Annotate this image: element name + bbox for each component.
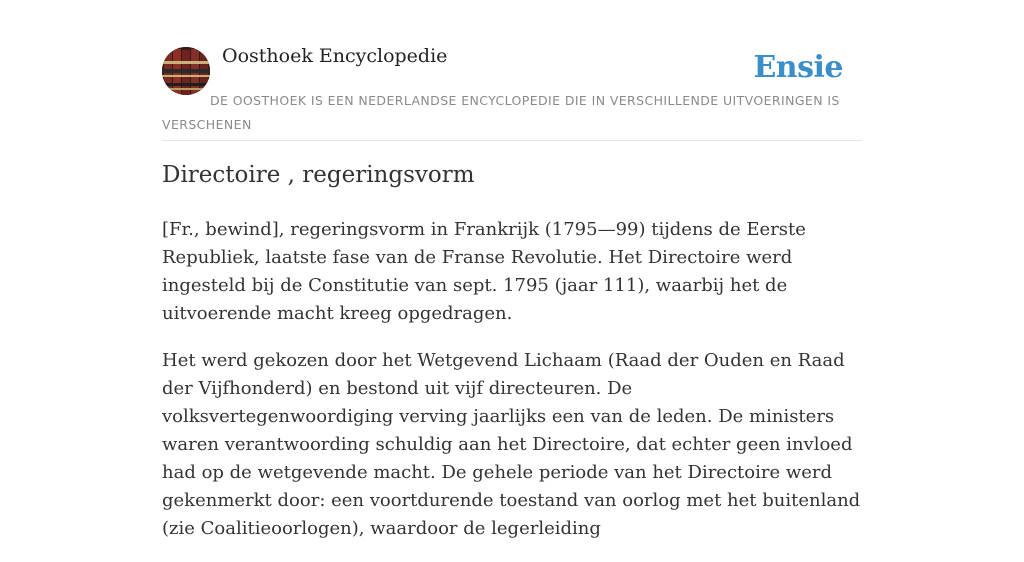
article-paragraph: Het werd gekozen door het Wetgevend Lichaam (Raad der Ouden en Raad der Vijfhonderd) en bestond uit vijf directeuren. De volksvertegenwoordiging verving jaarlijks een van de leden. De ministers waren verantwoording schuldig aan het Directoire, dat echter geen invloed had op de wetgevende macht. De gehele periode van het Directoire werd gekenmerkt door: een voortdurende toestand van oorlog met het buitenland (zie Coalitieoorlogen), waardoor de legerleiding bbox=[162, 350, 861, 539]
book-spines-icon bbox=[162, 47, 210, 95]
avatar[interactable] bbox=[162, 47, 210, 95]
site-tagline: DE OOSTHOEK IS EEN NEDERLANDSE ENCYCLOPEDIE DIE IN VERSCHILLENDE UITVOERINGEN IS VERSCHENEN bbox=[162, 93, 840, 132]
page bbox=[162, 0, 862, 539]
article-title: Directoire , regeringsvorm bbox=[162, 162, 475, 188]
site-name[interactable]: Oosthoek Encyclopedie bbox=[222, 45, 448, 67]
brand-logo-link[interactable]: Ensie bbox=[753, 50, 843, 85]
article-paragraph: [Fr., bewind], regeringsvorm in Frankrijk (1795—99) tijdens de Eerste Republiek, laatste fase van de Franse Revolutie. Het Directoire werd ingesteld bij de Constitutie van sept. 1795 (jaar 111), waarbij het de uitvoerende macht kreeg opgedragen. bbox=[162, 219, 806, 324]
article-body bbox=[162, 216, 864, 562]
site-header bbox=[162, 0, 862, 141]
